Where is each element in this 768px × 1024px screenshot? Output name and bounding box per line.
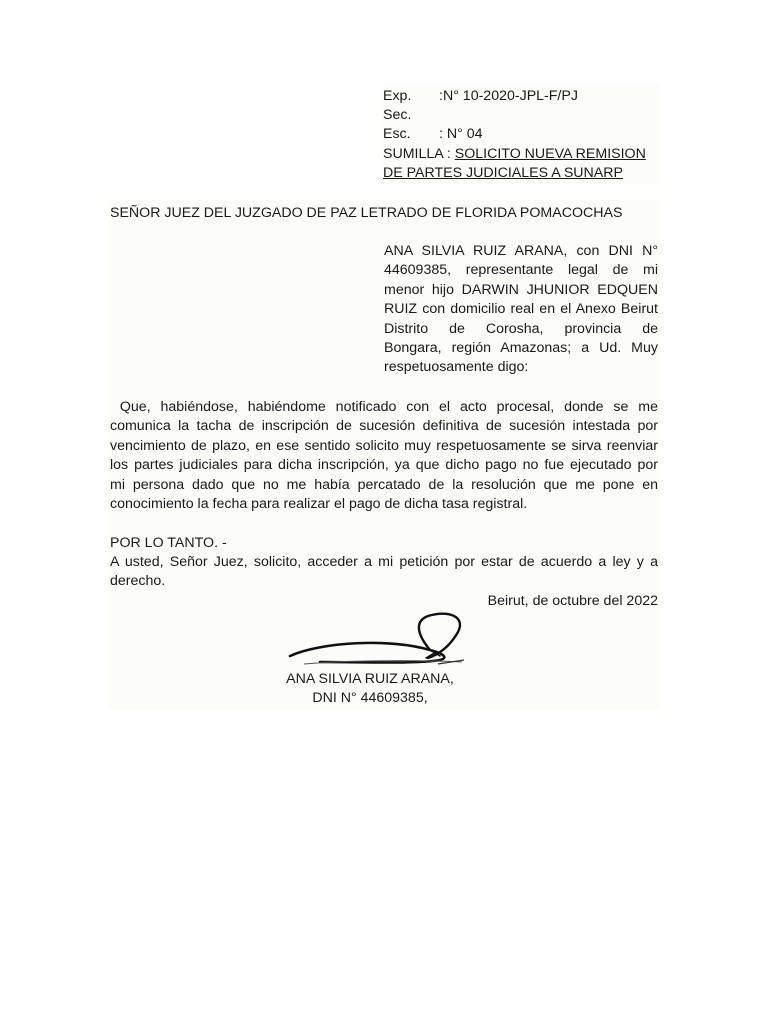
- por-lo-tanto: POR LO TANTO. -: [110, 535, 227, 551]
- exp-value: :N° 10-2020-JPL-F/PJ: [439, 88, 578, 104]
- body-line: conocimiento la fecha para realizar el pago de dicha tasa registral.: [110, 496, 528, 513]
- intro-line: RUIZ con domicilio real en el Anexo Beirut: [384, 301, 658, 318]
- body-line: mi persona dado que no me había percatado de la resolución que me pone en: [110, 476, 658, 493]
- sec-label: Sec.: [383, 107, 412, 123]
- request-paragraph: [110, 553, 658, 592]
- esc-line: [383, 125, 483, 144]
- signature-name: ANA SILVIA RUIZ ARANA,: [286, 671, 454, 687]
- esc-label: Esc.: [383, 126, 411, 142]
- intro-line: respetuosamente digo:: [384, 359, 529, 376]
- sumilla-text-1: SOLICITO NUEVA REMISION: [454, 146, 646, 162]
- body-line: vencimiento de plazo, en ese sentido solicito muy respetuosamente se sirva reenviar: [110, 437, 658, 454]
- body-line: Que, habiéndose, habiéndome notificado con el acto procesal, donde se me: [110, 399, 658, 415]
- sumilla-text-2: DE PARTES JUDICIALES A SUNARP: [383, 165, 623, 181]
- intro-line: ANA SILVIA RUIZ ARANA, con DNI N°: [384, 243, 658, 259]
- addressee: SEÑOR JUEZ DEL JUZGADO DE PAZ LETRADO DE FLORIDA POMACOCHAS: [110, 205, 623, 221]
- body-line: comunica la tacha de inscripción de sucesión definitiva de sucesión intestada por: [110, 418, 658, 435]
- request-line: A usted, Señor Juez, solicito, acceder a mi petición por estar de acuerdo a ley y a: [110, 554, 658, 570]
- intro-line: menor hijo DARWIN JHUNIOR EDQUEN: [384, 281, 658, 298]
- sumilla-line-2: [383, 164, 623, 183]
- intro-paragraph: [384, 242, 658, 378]
- handwritten-signature: [280, 608, 480, 672]
- intro-line: 44609385, representante legal de mi: [384, 262, 658, 279]
- body-paragraph: [110, 398, 658, 514]
- sumilla-line: [383, 145, 646, 164]
- sec-line: [383, 106, 411, 125]
- signature-dni: DNI N° 44609385,: [312, 690, 428, 706]
- intro-line: Bongara, región Amazonas; a Ud. Muy: [384, 340, 658, 357]
- intro-line: Distrito de Corosha, provincia de: [384, 320, 658, 337]
- signature-block: [250, 670, 490, 708]
- esc-value: : N° 04: [439, 126, 483, 142]
- body-line: los partes judiciales para dicha inscripción, ya que dicho pago no fue ejecutado por: [110, 457, 658, 474]
- exp-line: [383, 87, 578, 106]
- request-line: derecho.: [110, 573, 166, 590]
- sumilla-label: SUMILLA :: [383, 146, 451, 162]
- place-date: Beirut, de octubre del 2022: [487, 593, 658, 609]
- exp-label: Exp.: [383, 88, 412, 104]
